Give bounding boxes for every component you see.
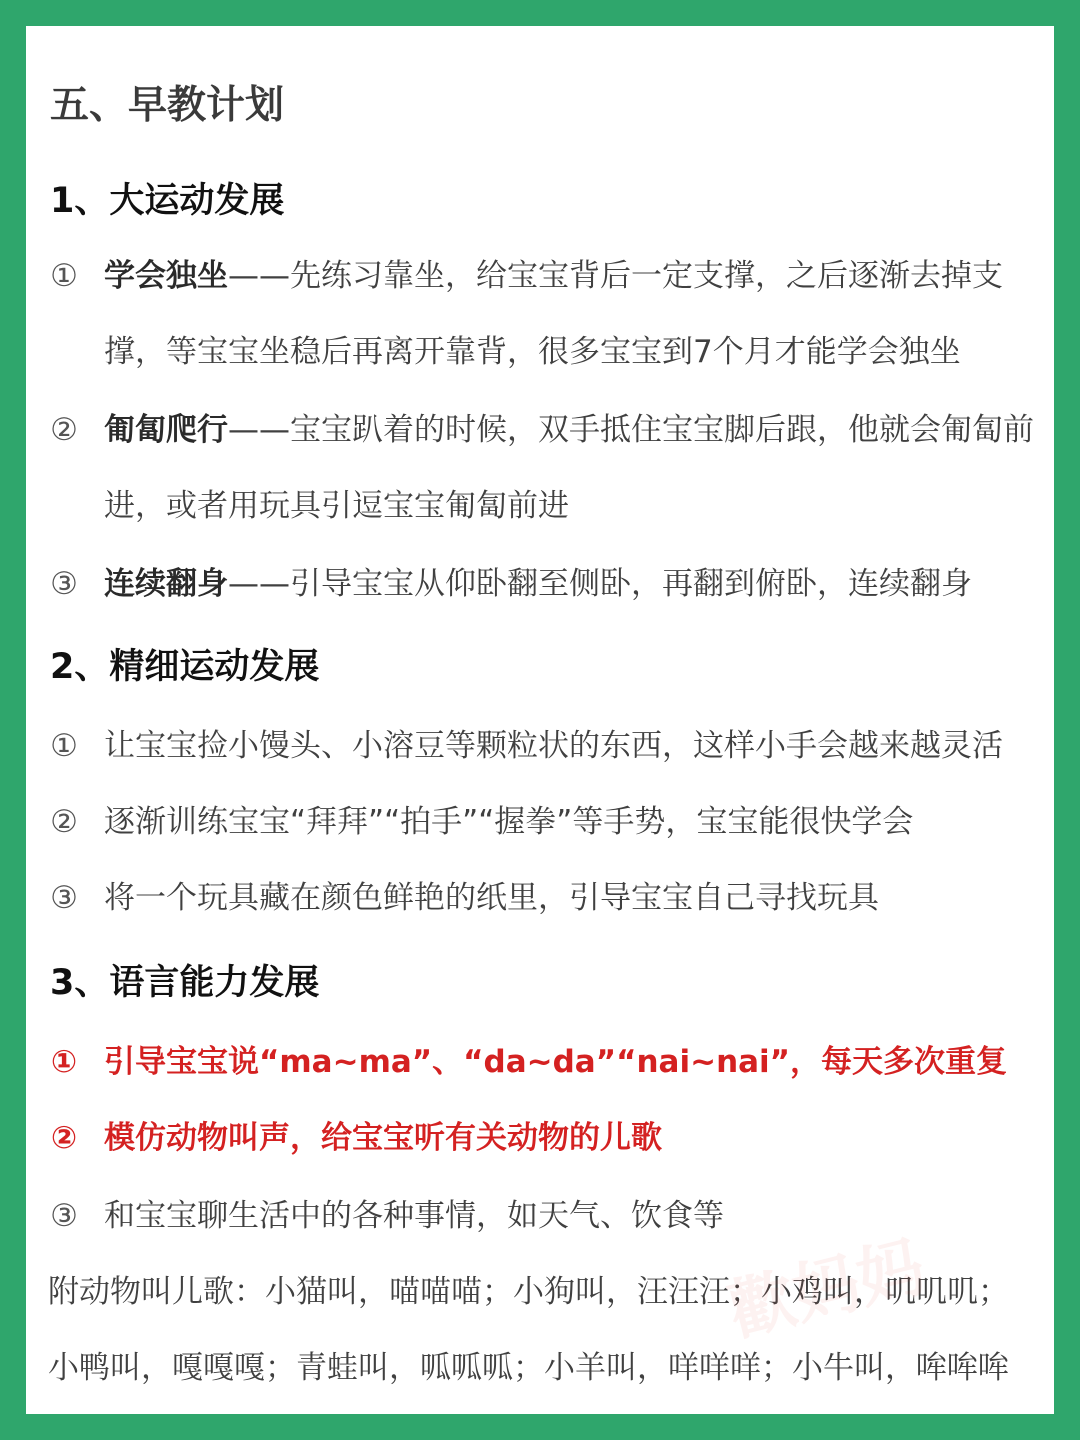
item-number: ③: [50, 880, 78, 916]
page-title: 五、早教计划: [50, 83, 285, 128]
section-heading-gross-motor: 1、大运动发展: [50, 181, 285, 221]
item-keyword: 学会独坐: [104, 258, 228, 294]
item-number: ③: [50, 1198, 78, 1234]
document-card: [26, 26, 1054, 1414]
item-text: 和宝宝聊生活中的各种事情，如天气、饮食等: [104, 1198, 724, 1234]
item-number: ①: [50, 1044, 78, 1080]
appendix-line: 小鸭叫，嘎嘎嘎；青蛙叫，呱呱呱；小羊叫，咩咩咩；小牛叫，哞哞哞: [48, 1350, 1009, 1386]
item-number: ②: [50, 412, 78, 448]
item-keyword: 匍匐爬行: [104, 412, 228, 448]
item-text: 将一个玩具藏在颜色鲜艳的纸里，引导宝宝自己寻找玩具: [104, 880, 879, 916]
section-heading-language: 3、语言能力发展: [50, 963, 320, 1003]
item-number: ①: [50, 258, 78, 294]
item-description: ——宝宝趴着的时候，双手抵住宝宝脚后跟，他就会匍匐前进，或者用玩具引逗宝宝匍匐前进: [104, 412, 1034, 524]
item-text: 引导宝宝说“ma~ma”、“da~da”“nai~nai”，每天多次重复: [104, 1044, 1008, 1080]
watermark: 歡妈妈: [721, 1228, 932, 1351]
section-heading-fine-motor: 2、精细运动发展: [50, 647, 320, 687]
item-text: [104, 238, 1044, 390]
item-text: 逐渐训练宝宝“拜拜”“拍手”“握拳”等手势，宝宝能很快学会: [104, 804, 914, 840]
item-description: ——先练习靠坐，给宝宝背后一定支撑，之后逐渐去掉支撑，等宝宝坐稳后再离开靠背，很多宝宝到7个月才能学会独坐: [104, 258, 1003, 370]
item-text: [104, 392, 1044, 544]
item-text: 模仿动物叫声，给宝宝听有关动物的儿歌: [104, 1120, 662, 1156]
item-text: 让宝宝捡小馒头、小溶豆等颗粒状的东西，这样小手会越来越灵活: [104, 728, 1003, 764]
item-description: ——引导宝宝从仰卧翻至侧卧，再翻到俯卧，连续翻身: [228, 566, 972, 602]
item-number: ②: [50, 1120, 78, 1156]
item-number: ②: [50, 804, 78, 840]
item-number: ①: [50, 728, 78, 764]
item-text: [104, 546, 972, 622]
item-keyword: 连续翻身: [104, 566, 228, 602]
item-number: ③: [50, 566, 78, 602]
appendix-line: 附动物叫儿歌：小猫叫，喵喵喵；小狗叫，汪汪汪；小鸡叫，叽叽叽；: [48, 1274, 1009, 1310]
